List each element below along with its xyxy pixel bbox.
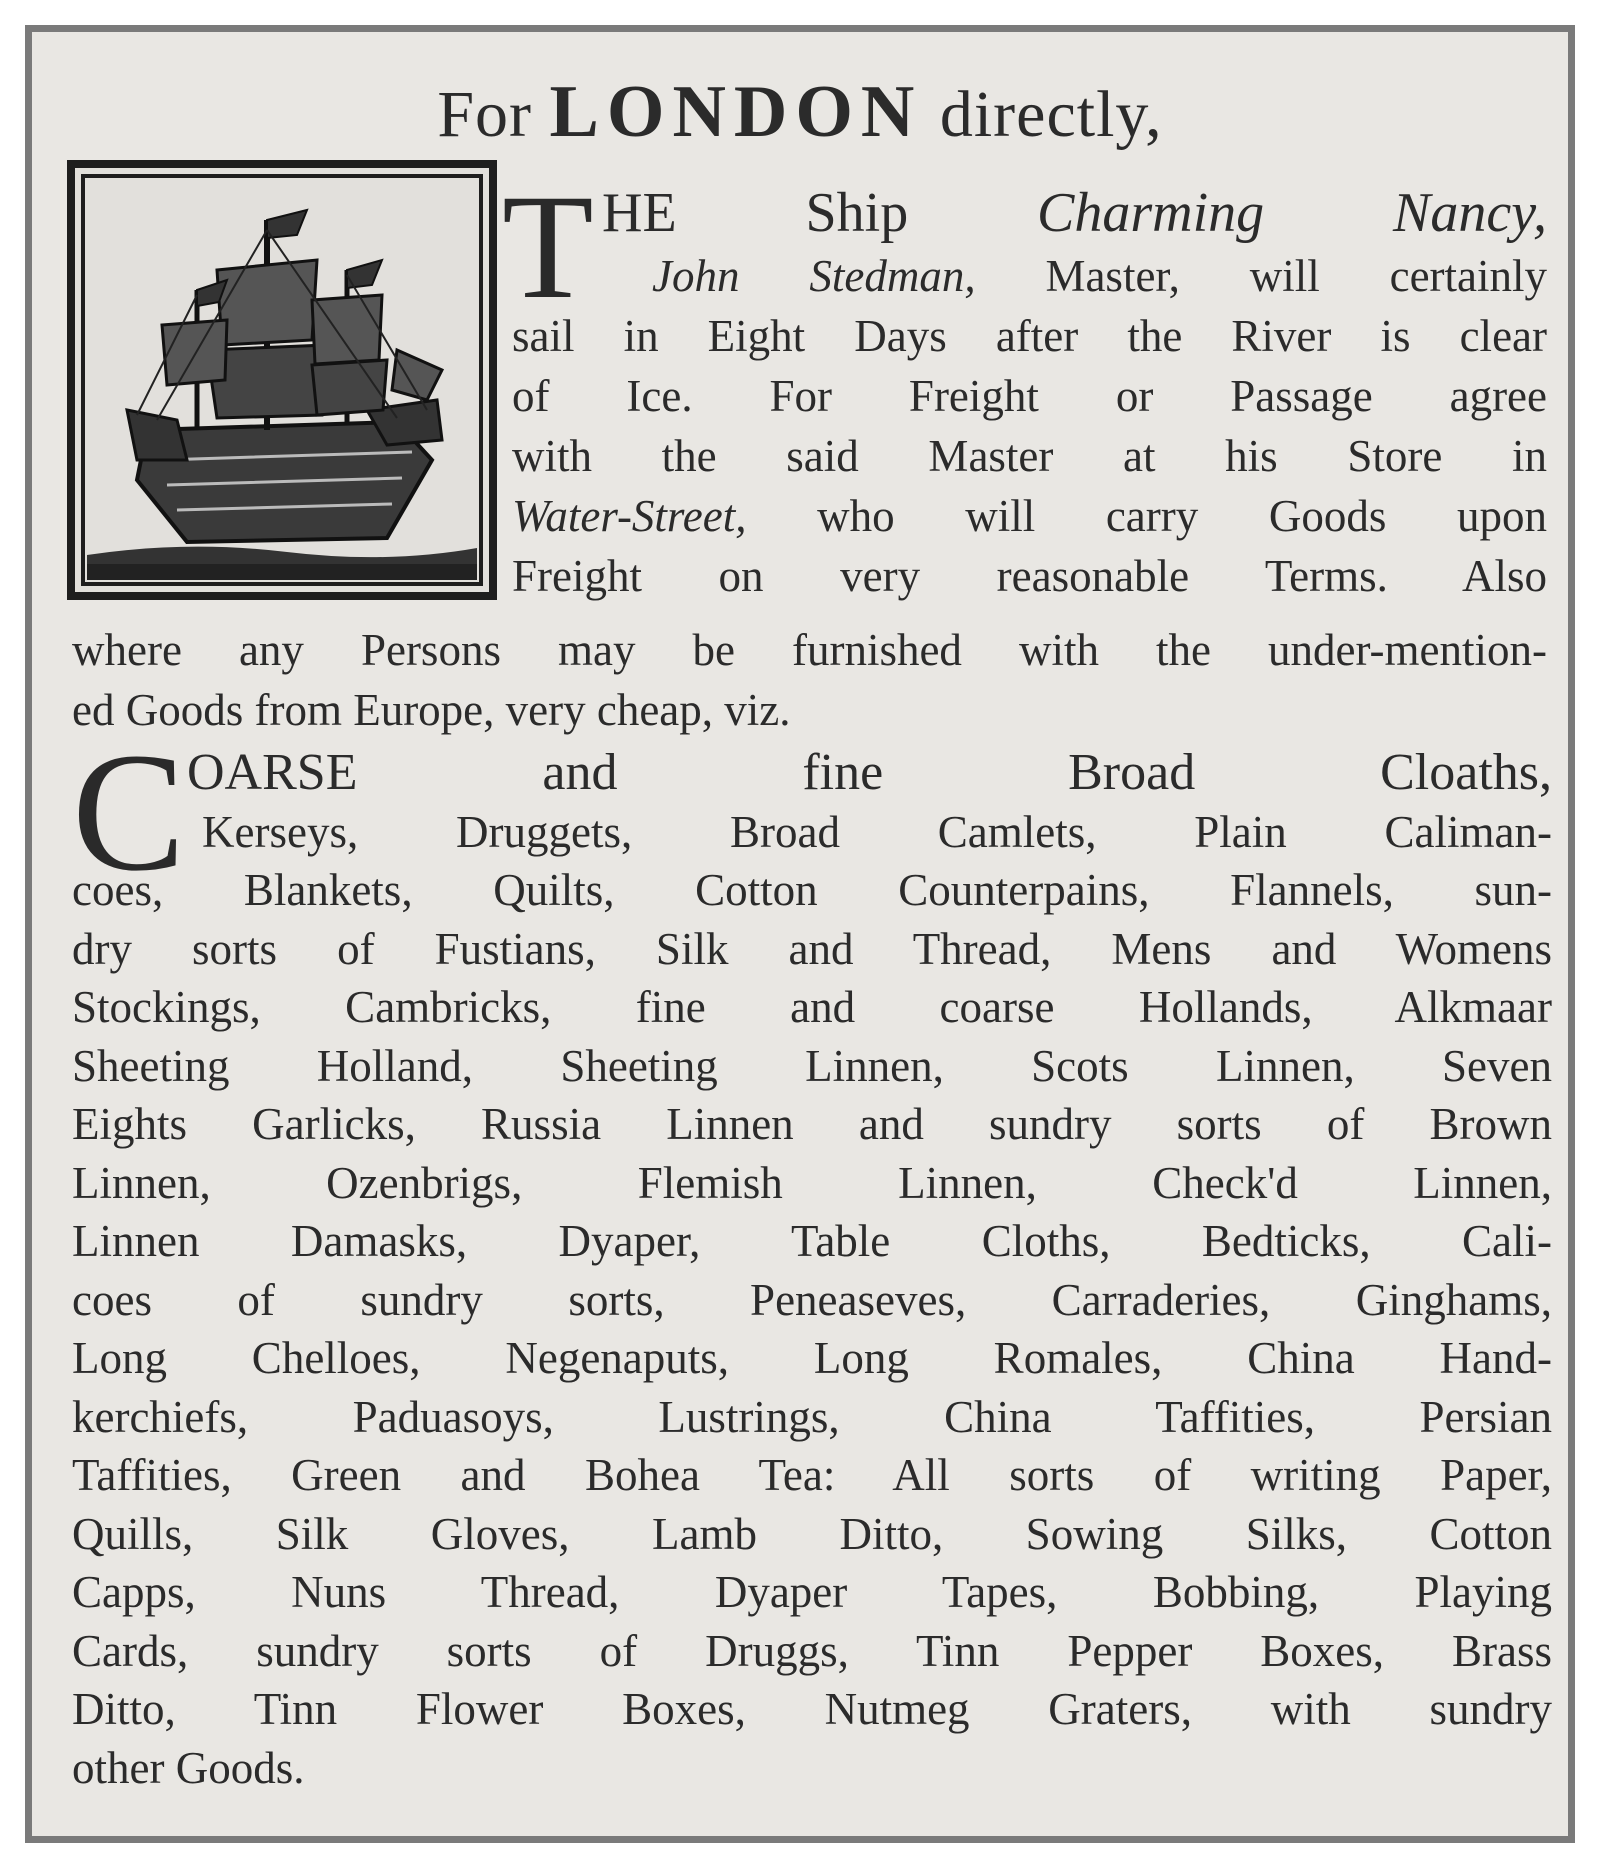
ship-woodcut-icon [67, 160, 497, 600]
master-name: John Stedman, [652, 251, 976, 301]
goods-line: Eights Garlicks, Russia Linnen and sundry sorts of Brown [72, 1099, 1552, 1149]
goods-line: Linnen Damasks, Dyaper, Table Cloths, Bedticks, Cali- [72, 1216, 1552, 1266]
headline [32, 72, 1568, 155]
goods-line: Long Chelloes, Negenaputs, Long Romales, China Hand- [72, 1333, 1552, 1383]
ship-notice-l6-text: who will carry Goods upon [746, 491, 1547, 541]
goods-line: Sheeting Holland, Sheeting Linnen, Scots Linnen, Seven [72, 1040, 1552, 1091]
headline-post: directly, [939, 78, 1163, 151]
goods-line: Quills, Silk Gloves, Lamb Ditto, Sowing Silks, Cotton [72, 1508, 1552, 1559]
goods-line: other Goods. [72, 1742, 305, 1793]
goods-line: Stockings, Cambricks, fine and coarse Hollands, Alkmaar [72, 982, 1552, 1032]
ship-notice-line: with the said Master at his Store in [512, 431, 1547, 481]
ship-notice [512, 180, 1547, 606]
dropcap-c: C [72, 718, 186, 906]
goods-line: OARSE and fine Broad Cloaths, [187, 744, 1552, 801]
ship-name: Charming Nancy, [1037, 182, 1547, 244]
ship-notice-line [512, 246, 1547, 306]
ship-notice-l2-text: Master, will certainly [975, 251, 1548, 301]
ship-notice-line [512, 180, 1547, 246]
headline-city: LONDON [549, 71, 923, 153]
street-name: Water-Street, [512, 491, 747, 541]
advertisement-frame [25, 25, 1575, 1843]
ship-notice-l1-text: HE Ship [602, 182, 1038, 244]
ship-notice-line: where any Persons may be furnished with the under-mention- [72, 625, 1547, 675]
goods-line: dry sorts of Fustians, Silk and Thread, Mens and Womens [72, 923, 1552, 974]
dropcap-t: T [502, 164, 594, 330]
ship-notice-line: of Ice. For Freight or Passage agree [512, 371, 1547, 421]
goods-line: Capps, Nuns Thread, Dyaper Tapes, Bobbing, Playing [72, 1567, 1552, 1617]
ship-notice-line: Freight on very reasonable Terms. Also [512, 551, 1547, 601]
goods-list [72, 744, 1552, 1797]
goods-line: coes, Blankets, Quilts, Cotton Counterpains, Flannels, sun- [72, 865, 1552, 915]
goods-line: coes of sundry sorts, Peneaseves, Carraderies, Ginghams, [72, 1274, 1552, 1325]
goods-line: Linnen, Ozenbrigs, Flemish Linnen, Check'd Linnen, [72, 1157, 1552, 1208]
goods-line: Taffities, Green and Bohea Tea: All sorts of writing Paper, [72, 1450, 1552, 1500]
ship-notice-continuation [72, 620, 1547, 740]
goods-line: Cards, sundry sorts of Druggs, Tinn Pepper Boxes, Brass [72, 1625, 1552, 1676]
headline-pre: For [437, 78, 533, 151]
ship-notice-line [512, 486, 1547, 546]
goods-line: Kerseys, Druggets, Broad Camlets, Plain Caliman- [202, 806, 1552, 857]
ship-notice-line: sail in Eight Days after the River is clear [512, 311, 1547, 361]
goods-line: kerchiefs, Paduasoys, Lustrings, China Taffities, Persian [72, 1391, 1552, 1442]
advertisement-page [32, 32, 1568, 1836]
goods-line: Ditto, Tinn Flower Boxes, Nutmeg Graters, with sundry [72, 1684, 1552, 1734]
ship-notice-line: ed Goods from Europe, very cheap, viz. [72, 685, 791, 735]
